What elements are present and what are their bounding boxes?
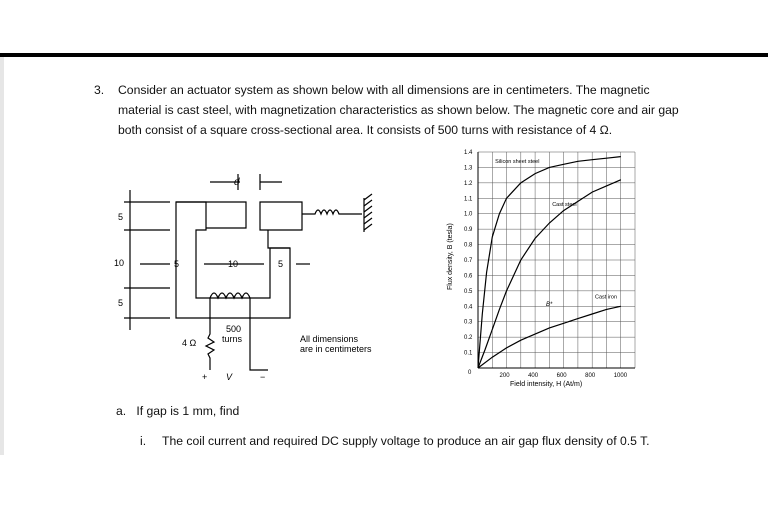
x-tick-label: 600	[556, 373, 567, 379]
dim-left-mid: 10	[114, 258, 125, 268]
coil-turns-unit: turns	[222, 334, 243, 344]
subquestion-label	[116, 401, 239, 421]
item-text: The coil current and required DC supply voltage to produce an air gap flux density of 0.5 T.	[162, 434, 650, 448]
y-tick-label: 0.6	[464, 273, 473, 280]
dim-inner-left: 5	[174, 259, 180, 269]
y-tick-label: 1.4	[464, 150, 473, 156]
y-tick-label: 0.4	[464, 304, 473, 311]
coil-winding	[210, 293, 250, 298]
item-label: i.	[140, 434, 147, 448]
y-tick-label: 1.3	[464, 165, 473, 172]
series-label-1: Cast steel	[552, 202, 577, 208]
y-tick-label: 0.2	[464, 335, 473, 342]
voltage-label: V	[226, 372, 233, 382]
x-tick-label: 1000	[613, 373, 628, 379]
spring	[302, 210, 362, 214]
x-tick-label: 400	[528, 373, 539, 379]
series-label-2: Cast iron	[595, 294, 618, 301]
origin-label: 0	[468, 370, 472, 376]
y-tick-label: 1.2	[464, 180, 473, 187]
gap-label: d	[234, 177, 240, 188]
annotation-b-star: B*	[546, 302, 553, 308]
coil-turns: 500	[226, 324, 242, 334]
y-tick-label: 1.1	[464, 196, 473, 203]
minus-sign: −	[260, 372, 266, 382]
sub-label: a.	[116, 404, 127, 418]
y-tick-label: 0.5	[464, 288, 473, 295]
note-line1: All dimensions	[300, 334, 359, 344]
question-number: 3.	[94, 83, 105, 97]
x-axis-label: Field intensity, H (At/m)	[510, 381, 583, 388]
x-tick-label: 800	[585, 373, 596, 379]
resistance-label: 4 Ω	[182, 338, 197, 348]
actuator-diagram	[110, 170, 400, 400]
y-tick-label: 0.1	[464, 350, 473, 357]
series-label-0: Silicon sheet steel	[495, 158, 540, 165]
y-tick-label: 0.3	[464, 319, 473, 326]
note-line2: are in centimeters	[300, 344, 372, 354]
wall-hatch	[364, 194, 372, 230]
plus-sign: +	[202, 372, 208, 382]
y-axis-label: Flux density, B (tesla)	[447, 223, 454, 290]
question-text: Consider an actuator system as shown below with all dimensions are in centimeters. The magnetic material is cast steel, with magnetization characteristics as shown below. The magnetic core and air gap both consist of a square cross-sectional area. It consists of 500 turns with resistance of 4 Ω.	[118, 83, 679, 137]
bh-curve-chart	[440, 140, 650, 400]
sub-text: If gap is 1 mm, find	[136, 404, 240, 418]
armature-stem	[268, 230, 290, 248]
y-tick-label: 1.0	[464, 211, 473, 218]
core-top-left	[176, 202, 246, 228]
y-tick-label: 0.8	[464, 242, 473, 249]
y-tick-label: 0.7	[464, 258, 473, 264]
coil-lead	[206, 320, 214, 370]
dim-left-top: 5	[118, 212, 124, 222]
x-tick-label: 200	[499, 373, 510, 379]
dim-inner-center: 10	[228, 259, 239, 269]
dim-inner-right: 5	[278, 259, 284, 269]
dim-left-bot: 5	[118, 298, 124, 308]
y-tick-label: 0.9	[464, 227, 473, 234]
armature	[260, 202, 302, 230]
